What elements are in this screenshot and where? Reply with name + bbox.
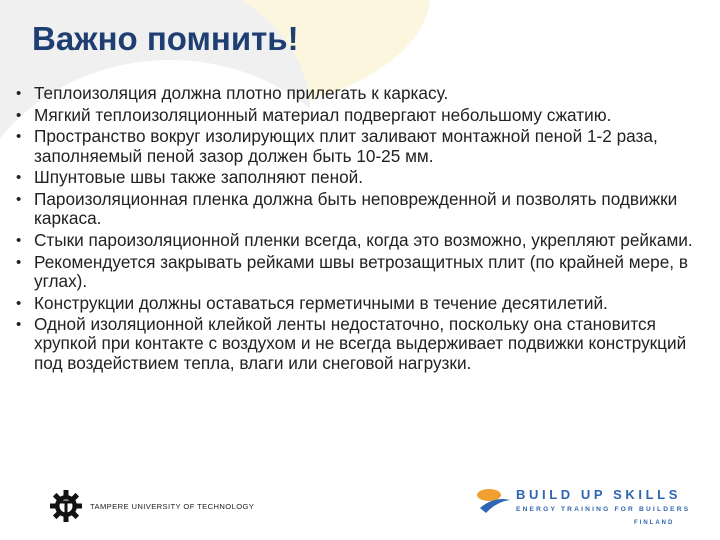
list-item [14, 315, 710, 373]
swoosh-icon [476, 486, 512, 516]
list-item [14, 231, 710, 250]
bullet-marker: • [16, 253, 22, 271]
bullet-marker: • [16, 294, 22, 312]
bullet-list [14, 84, 710, 375]
build-up-skills-logo [476, 484, 706, 530]
list-item-text: Мягкий теплоизоляционный материал подвергают небольшому сжатию. [34, 104, 612, 125]
bullet-marker: • [16, 191, 22, 209]
list-item-text: Конструкции должны оставаться герметичными в течение десятилетий. [34, 292, 608, 313]
list-item [14, 190, 710, 228]
list-item [14, 168, 710, 187]
bullet-marker: • [16, 128, 22, 146]
logo-title: BUILD UP SKILLS [516, 487, 681, 502]
list-item-text: Шпунтовые швы также заполняют пеной. [34, 167, 364, 188]
gear-icon [50, 490, 82, 522]
bullet-marker: • [16, 316, 22, 334]
list-item-text: Стыки пароизоляционной пленки всегда, когда это возможно, укрепляют рейками. [34, 229, 693, 250]
list-item [14, 294, 710, 313]
bullet-marker: • [16, 106, 22, 124]
list-item-text: Теплоизоляция должна плотно прилегать к каркасу. [34, 83, 449, 103]
slide-title: Важно помнить! [32, 20, 299, 57]
list-item-text: Рекомендуется закрывать рейками швы ветрозащитных плит (по крайней мере, в углах). [34, 251, 688, 291]
list-item [14, 106, 710, 125]
list-item [14, 253, 710, 291]
list-item-text: Одной изоляционной клейкой ленты недостаточно, поскольку она становится хрупкой при контакте с воздухом и не всегда выдерживает подвижки конструкций под воздействием тепла, влаги или снеговой нагрузки. [34, 314, 687, 373]
university-name: TAMPERE UNIVERSITY OF TECHNOLOGY [90, 501, 255, 511]
bullet-marker: • [16, 85, 22, 102]
list-item [14, 84, 710, 103]
list-item-text: Пароизоляционная пленка должна быть неповрежденной и позволять подвижки каркаса. [34, 189, 678, 229]
university-logo-block [50, 490, 254, 522]
bullet-marker: • [16, 169, 22, 187]
list-item-text: Пространство вокруг изолирующих плит заливают монтажной пеной 1-2 раза, заполняемый пеной зазор должен быть 10-25 мм. [34, 126, 658, 166]
logo-country: FINLAND [634, 520, 675, 526]
bullet-marker: • [16, 231, 22, 249]
list-item [14, 127, 710, 165]
logo-subtitle: ENERGY TRAINING FOR BUILDERS [516, 506, 691, 513]
